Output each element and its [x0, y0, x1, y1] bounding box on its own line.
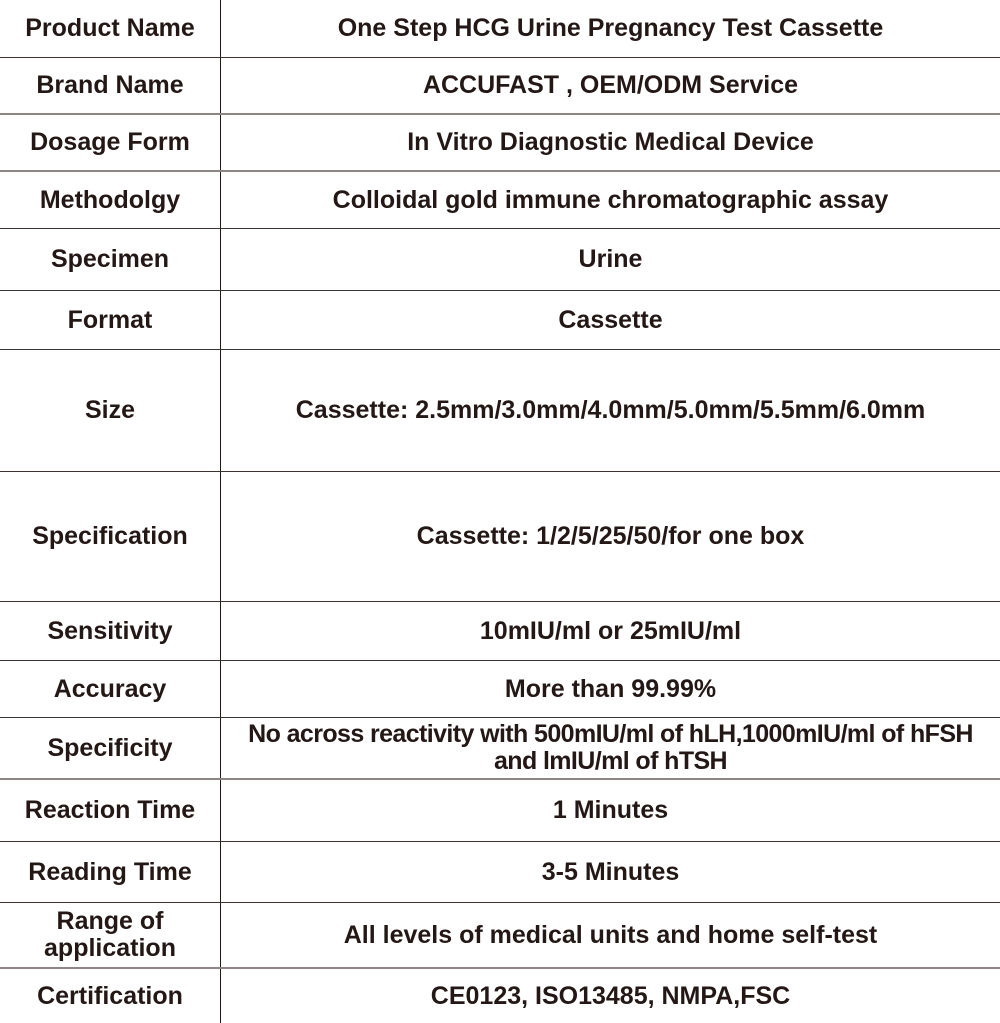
- row-label: Product Name: [0, 0, 221, 57]
- row-label: Size: [0, 350, 221, 471]
- row-label: Brand Name: [0, 58, 221, 113]
- row-value: Cassette: 2.5mm/3.0mm/4.0mm/5.0mm/5.5mm/6.0mm: [295, 396, 926, 424]
- table-row: [0, 350, 1000, 472]
- row-label: Dosage Form: [0, 115, 221, 170]
- row-value: Colloidal gold immune chromatographic assay: [332, 185, 889, 214]
- table-row: [0, 842, 1000, 903]
- table-row: [0, 115, 1000, 172]
- row-label: Methodolgy: [0, 172, 221, 228]
- table-row: [0, 58, 1000, 115]
- row-value: More than 99.99%: [504, 674, 717, 703]
- table-row: [0, 472, 1000, 602]
- row-label: Reading Time: [0, 842, 221, 902]
- table-row: [0, 780, 1000, 842]
- row-label: Format: [0, 291, 221, 349]
- table-row: [0, 718, 1000, 780]
- row-value: 10mIU/ml or 25mIU/ml: [479, 616, 742, 645]
- row-label: Reaction Time: [0, 780, 221, 841]
- row-value: All levels of medical units and home self-test: [343, 920, 878, 949]
- row-value: No across reactivity with 500mIU/ml of hLH,1000mIU/ml of hFSH and lmIU/ml of hTSH: [248, 720, 973, 775]
- row-label: Specification: [0, 472, 221, 601]
- table-row: [0, 229, 1000, 291]
- table-row: [0, 291, 1000, 350]
- table-row: [0, 602, 1000, 661]
- row-label: Accuracy: [0, 661, 221, 717]
- row-label: Specificity: [0, 718, 221, 778]
- row-label: Range of application: [0, 903, 221, 967]
- row-value: One Step HCG Urine Pregnancy Test Cassette: [337, 14, 884, 42]
- row-label: Specimen: [0, 229, 221, 290]
- row-value: CE0123, ISO13485, NMPA,FSC: [430, 981, 791, 1010]
- row-value: In Vitro Diagnostic Medical Device: [407, 128, 814, 156]
- table-row: [0, 172, 1000, 229]
- row-value: ACCUFAST , OEM/ODM Service: [422, 71, 799, 99]
- row-value: Cassette: 1/2/5/25/50/for one box: [416, 522, 805, 550]
- row-value: 3-5 Minutes: [541, 857, 680, 886]
- table-row: [0, 0, 1000, 58]
- table-row: [0, 661, 1000, 718]
- row-value: Cassette: [558, 305, 663, 334]
- row-value: Urine: [578, 245, 643, 273]
- table-row: [0, 969, 1000, 1023]
- table-row: [0, 903, 1000, 969]
- row-label: Sensitivity: [0, 602, 221, 660]
- row-value: 1 Minutes: [552, 796, 669, 824]
- row-label: Certification: [0, 969, 221, 1023]
